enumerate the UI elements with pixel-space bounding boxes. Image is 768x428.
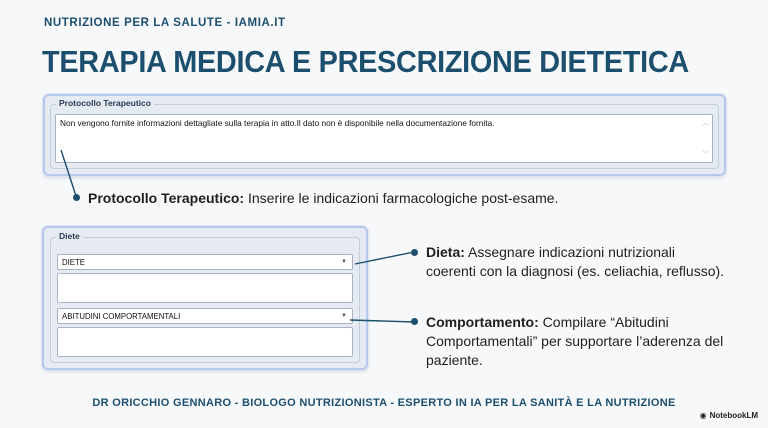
comportamento-dot [411, 318, 418, 325]
caret-down-icon[interactable]: ▼ [341, 259, 347, 265]
comportamento-connector [350, 320, 414, 322]
chevron-up-icon[interactable]: ︿ [702, 120, 709, 127]
callout-comportamento-label: Comportamento: [426, 314, 539, 330]
caret-down-icon[interactable]: ▼ [341, 313, 347, 319]
dieta-connector [355, 252, 414, 264]
protocol-dot [73, 194, 80, 201]
page-title: TERAPIA MEDICA E PRESCRIZIONE DIETETICA [42, 44, 689, 79]
diete-legend: Diete [56, 231, 83, 241]
callout-protocol-label: Protocollo Terapeutico: [88, 190, 245, 206]
callout-dieta-label: Dieta: [426, 244, 465, 260]
dieta-dot [411, 249, 418, 256]
behavior-select-value: ABITUDINI COMPORTAMENTALI [62, 312, 181, 321]
protocol-connector [61, 150, 76, 196]
callout-protocol [88, 189, 558, 208]
chevron-down-icon[interactable]: ﹀ [702, 151, 709, 158]
protocol-legend: Protocollo Terapeutico [56, 98, 154, 108]
notebooklm-label: NotebookLM [709, 411, 758, 420]
notebooklm-watermark [700, 411, 758, 420]
brand-header: NUTRIZIONE PER LA SALUTE - IAMIA.IT [44, 17, 286, 29]
footer: DR ORICCHIO GENNARO - BIOLOGO NUTRIZIONISTA - ESPERTO IN IA PER LA SANITÀ E LA NUTRIZIONE [92, 397, 676, 409]
protocol-text: Non vengono fornite informazioni dettagliate sulla terapia in atto.Il dato non è disponibile nella documentazione fornita. [60, 118, 495, 128]
diete-select-value: DIETE [62, 258, 85, 267]
callout-dieta [426, 243, 726, 281]
callout-dieta-text: Assegnare indicazioni nutrizionali coerenti con la diagnosi (es. celiachia, reflusso). [426, 244, 725, 279]
callout-comportamento [426, 313, 731, 370]
callout-comportamento-text: Compilare “Abitudini Comportamentali” per supportare l’aderenza del paziente. [426, 314, 724, 368]
notebooklm-icon: ◉ [699, 411, 707, 420]
callout-protocol-text: Inserire le indicazioni farmacologiche post-esame. [244, 190, 559, 206]
